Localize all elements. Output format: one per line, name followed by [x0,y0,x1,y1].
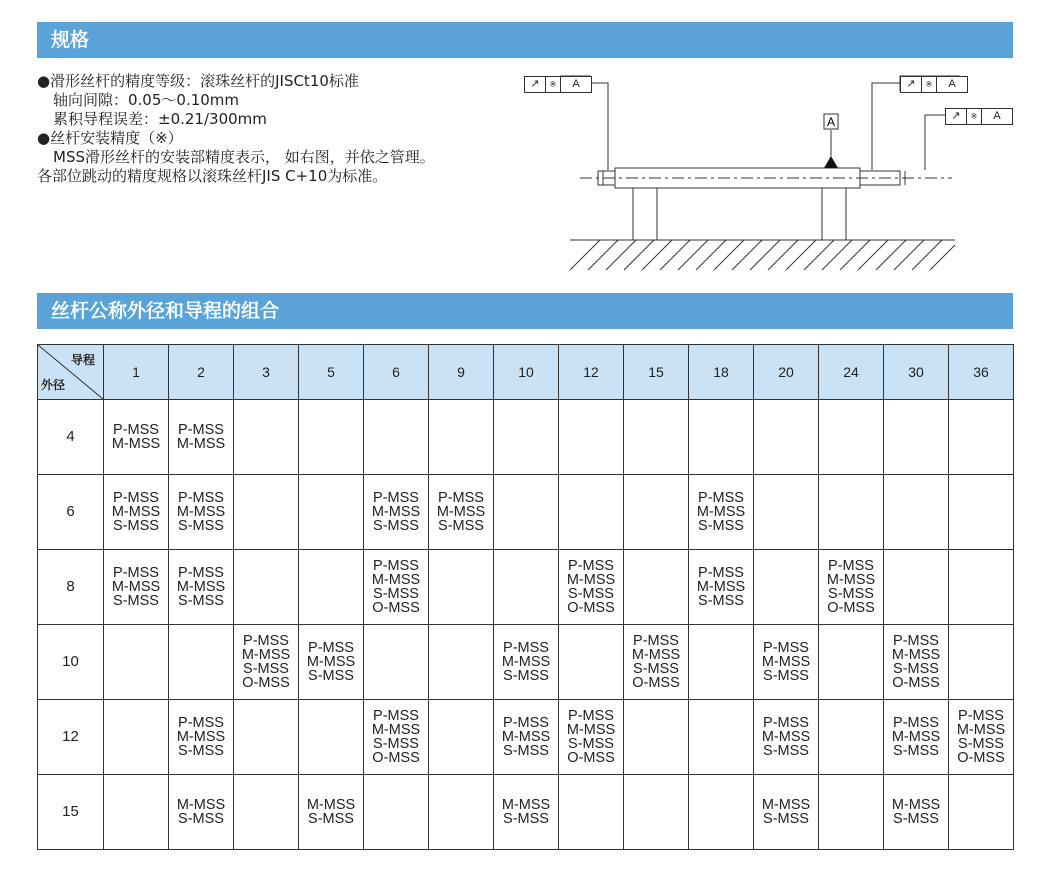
table-cell [104,475,169,550]
spec-line-precision-grade: ●滑形丝杆的精度等级：滚珠丝杆的JISCt10标准 [37,72,359,90]
model-code: P-MSS [503,640,549,656]
table-cell [494,700,559,775]
model-code: M-MSS [306,654,356,670]
table-cell [624,550,689,625]
table-row [38,700,1014,775]
table-cell [364,625,429,700]
model-code: M-MSS [111,504,161,520]
combination-table [37,344,1014,850]
model-code: O-MSS [892,675,940,691]
table-cell [169,475,234,550]
model-code: O-MSS [567,750,615,766]
spec-line-mss-description: MSS滑形丝杆的安装部精度表示， 如右图，并依之管理。 [53,148,435,166]
table-cell [949,475,1014,550]
model-code: S-MSS [373,586,419,602]
table-cell [949,775,1014,850]
model-code: P-MSS [373,558,419,574]
model-code: M-MSS [826,572,876,588]
model-code: M-MSS [566,572,616,588]
model-code: S-MSS [308,668,354,684]
model-code: P-MSS [698,490,744,506]
table-cell [299,550,364,625]
model-code: P-MSS [113,490,159,506]
model-code: M-MSS [761,654,811,670]
table-body [38,400,1014,850]
model-code: M-MSS [371,504,421,520]
table-cell [624,625,689,700]
section-title-spec: 规格 [37,22,1013,58]
table-cell [169,625,234,700]
model-code: P-MSS [828,558,874,574]
model-code: M-MSS [176,579,226,595]
frame-datum: A [993,110,1001,122]
model-code: P-MSS [373,490,419,506]
model-code: O-MSS [827,600,875,616]
model-code: P-MSS [178,565,224,581]
table-cell [104,775,169,850]
spec-line-axial-clearance: 轴向间隙：0.05～0.10mm [53,91,240,109]
table-cell [494,400,559,475]
model-code: S-MSS [698,593,744,609]
model-code: S-MSS [178,743,224,759]
corner-od-label: 外径 [41,378,66,392]
model-code: S-MSS [373,736,419,752]
model-code: P-MSS [958,708,1004,724]
lead-header-cell: 6 [364,345,429,400]
lead-header-cell: 30 [884,345,949,400]
table-cell [819,700,884,775]
table-cell [299,400,364,475]
spec-line-lead-error: 累积导程误差：±0.21/300mm [53,110,267,128]
outer-diameter-cell: 15 [38,775,104,850]
spec-line-mount-precision: ●丝杆安装精度（※） [37,129,183,147]
lead-header-cell: 12 [559,345,624,400]
model-code: P-MSS [243,633,289,649]
runout-tolerance-diagram [560,70,960,275]
table-cell [689,775,754,850]
table-cell [234,625,299,700]
lead-header-cell: 36 [949,345,1014,400]
support-left [633,188,657,240]
model-code: M-MSS [176,504,226,520]
table-cell [819,550,884,625]
model-code: M-MSS [696,504,746,520]
table-cell [364,775,429,850]
table-cell [819,475,884,550]
model-code: S-MSS [503,668,549,684]
table-cell [624,700,689,775]
model-code: M-MSS [111,579,161,595]
table-cell [689,400,754,475]
tolerance-frame-2 [900,76,968,93]
lead-header-cell: 5 [299,345,364,400]
table-cell [234,550,299,625]
model-code: M-MSS [501,797,551,813]
table-row [38,550,1014,625]
outer-diameter-cell: 6 [38,475,104,550]
model-code: P-MSS [763,640,809,656]
model-code: S-MSS [763,743,809,759]
table-row [38,475,1014,550]
model-code: S-MSS [568,586,614,602]
lead-header-cell: 24 [819,345,884,400]
model-code: M-MSS [566,722,616,738]
table-cell [494,475,559,550]
support-right [822,188,846,240]
table-cell [104,550,169,625]
lead-header-cell: 9 [429,345,494,400]
table-cell [559,625,624,700]
lead-header-cell: 10 [494,345,559,400]
model-code: M-MSS [436,504,486,520]
model-code: M-MSS [891,729,941,745]
table-cell [884,775,949,850]
table-cell [429,475,494,550]
model-code: M-MSS [891,797,941,813]
model-code: P-MSS [178,715,224,731]
model-code: M-MSS [306,797,356,813]
model-code: O-MSS [957,750,1005,766]
table-cell [429,700,494,775]
model-code: P-MSS [113,422,159,438]
model-code: S-MSS [308,811,354,827]
model-code: P-MSS [503,715,549,731]
model-code: M-MSS [761,797,811,813]
model-code: P-MSS [308,640,354,656]
model-code: S-MSS [503,811,549,827]
table-cell [169,700,234,775]
table-cell [949,700,1014,775]
table-cell [689,700,754,775]
table-cell [494,550,559,625]
model-code: S-MSS [568,736,614,752]
ground-hatch [570,240,955,270]
model-code: M-MSS [891,647,941,663]
table-cell [819,625,884,700]
section-title-combination: 丝杆公称外径和导程的组合 [37,293,1013,329]
model-code: S-MSS [958,736,1004,752]
table-cell [949,625,1014,700]
model-code: M-MSS [501,729,551,745]
model-code: M-MSS [176,436,226,452]
table-cell [689,550,754,625]
frame-datum: A [572,78,580,90]
lead-header-cell: 3 [234,345,299,400]
table-cell [364,550,429,625]
outer-diameter-cell: 4 [38,400,104,475]
table-cell [169,400,234,475]
table-cell [559,475,624,550]
model-code: S-MSS [763,668,809,684]
model-code: S-MSS [633,661,679,677]
corner-lead-label: 导程 [70,353,95,367]
model-code: P-MSS [633,633,679,649]
model-code: S-MSS [503,743,549,759]
runout-symbol-icon: ↗ [946,109,967,124]
model-code: S-MSS [698,518,744,534]
table-cell [364,400,429,475]
frame-datum: A [948,78,956,90]
model-code: P-MSS [893,633,939,649]
table-cell [949,550,1014,625]
datum-triangle [824,156,838,168]
table-cell [104,400,169,475]
table-corner-cell [38,345,104,400]
model-code: S-MSS [178,811,224,827]
model-code: O-MSS [632,675,680,691]
table-row [38,775,1014,850]
table-cell [689,475,754,550]
table-cell [234,475,299,550]
frame-mark: ※ [546,77,561,92]
table-cell [169,550,234,625]
table-row [38,625,1014,700]
model-code: P-MSS [178,490,224,506]
table-cell [884,550,949,625]
lead-header-cell: 2 [169,345,234,400]
model-code: M-MSS [956,722,1006,738]
table-cell [624,475,689,550]
table-cell [494,625,559,700]
table-cell [884,475,949,550]
runout-symbol-icon: ↗ [525,77,546,92]
model-code: M-MSS [176,797,226,813]
table-cell [104,625,169,700]
table-cell [624,775,689,850]
runout-symbol-icon: ↗ [901,77,922,92]
lead-header-cell: 18 [689,345,754,400]
model-code: M-MSS [176,729,226,745]
outer-diameter-cell: 12 [38,700,104,775]
table-cell [429,775,494,850]
tolerance-frame-3 [945,108,1013,125]
model-code: M-MSS [501,654,551,670]
model-code: S-MSS [178,593,224,609]
table-cell [884,625,949,700]
table-cell [364,475,429,550]
table-row [38,400,1014,475]
table-cell [429,550,494,625]
model-code: O-MSS [372,600,420,616]
model-code: P-MSS [698,565,744,581]
table-cell [299,775,364,850]
table-cell [754,625,819,700]
table-cell [169,775,234,850]
model-code: O-MSS [567,600,615,616]
lead-header-cell: 20 [754,345,819,400]
outer-diameter-cell: 10 [38,625,104,700]
model-code: S-MSS [763,811,809,827]
table-cell [559,700,624,775]
table-cell [819,400,884,475]
table-cell [494,775,559,850]
table-cell [689,625,754,700]
model-code: S-MSS [113,518,159,534]
model-code: M-MSS [241,647,291,663]
model-code: S-MSS [893,811,939,827]
table-cell [884,700,949,775]
model-code: M-MSS [371,722,421,738]
model-code: O-MSS [372,750,420,766]
table-cell [884,400,949,475]
model-code: M-MSS [371,572,421,588]
datum-label: A [826,115,836,129]
tolerance-frame-1 [524,76,592,93]
model-code: P-MSS [893,715,939,731]
frame-mark: ※ [922,77,937,92]
spec-text-block [37,72,517,186]
frame-mark: ※ [967,109,982,124]
model-code: M-MSS [631,647,681,663]
model-code: M-MSS [761,729,811,745]
model-code: P-MSS [178,422,224,438]
spec-line-runout-standard: 各部位跳动的精度规格以滚珠丝杆JIS C+10为标准。 [37,167,388,185]
table-cell [559,550,624,625]
table-cell [754,550,819,625]
model-code: P-MSS [568,708,614,724]
model-code: P-MSS [438,490,484,506]
model-code: O-MSS [242,675,290,691]
model-code: S-MSS [893,661,939,677]
model-code: M-MSS [111,436,161,452]
model-code: S-MSS [828,586,874,602]
model-code: S-MSS [893,743,939,759]
table-cell [429,625,494,700]
model-code: S-MSS [373,518,419,534]
table-cell [624,400,689,475]
model-code: P-MSS [113,565,159,581]
table-cell [559,400,624,475]
model-code: P-MSS [763,715,809,731]
table-cell [819,775,884,850]
table-cell [234,400,299,475]
model-code: P-MSS [568,558,614,574]
table-cell [754,700,819,775]
model-code: S-MSS [178,518,224,534]
table-cell [299,700,364,775]
table-cell [949,400,1014,475]
outer-diameter-cell: 8 [38,550,104,625]
table-cell [754,400,819,475]
table-cell [754,475,819,550]
table-cell [754,775,819,850]
table-cell [299,625,364,700]
table-cell [559,775,624,850]
table-cell [234,775,299,850]
table-cell [429,400,494,475]
table-cell [364,700,429,775]
lead-header-cell: 15 [624,345,689,400]
lead-header-cell: 1 [104,345,169,400]
model-code: S-MSS [438,518,484,534]
table-cell [104,700,169,775]
model-code: P-MSS [373,708,419,724]
table-header-row [38,345,1014,400]
model-code: S-MSS [243,661,289,677]
model-code: M-MSS [696,579,746,595]
model-code: S-MSS [113,593,159,609]
table-cell [299,475,364,550]
table-cell [234,700,299,775]
